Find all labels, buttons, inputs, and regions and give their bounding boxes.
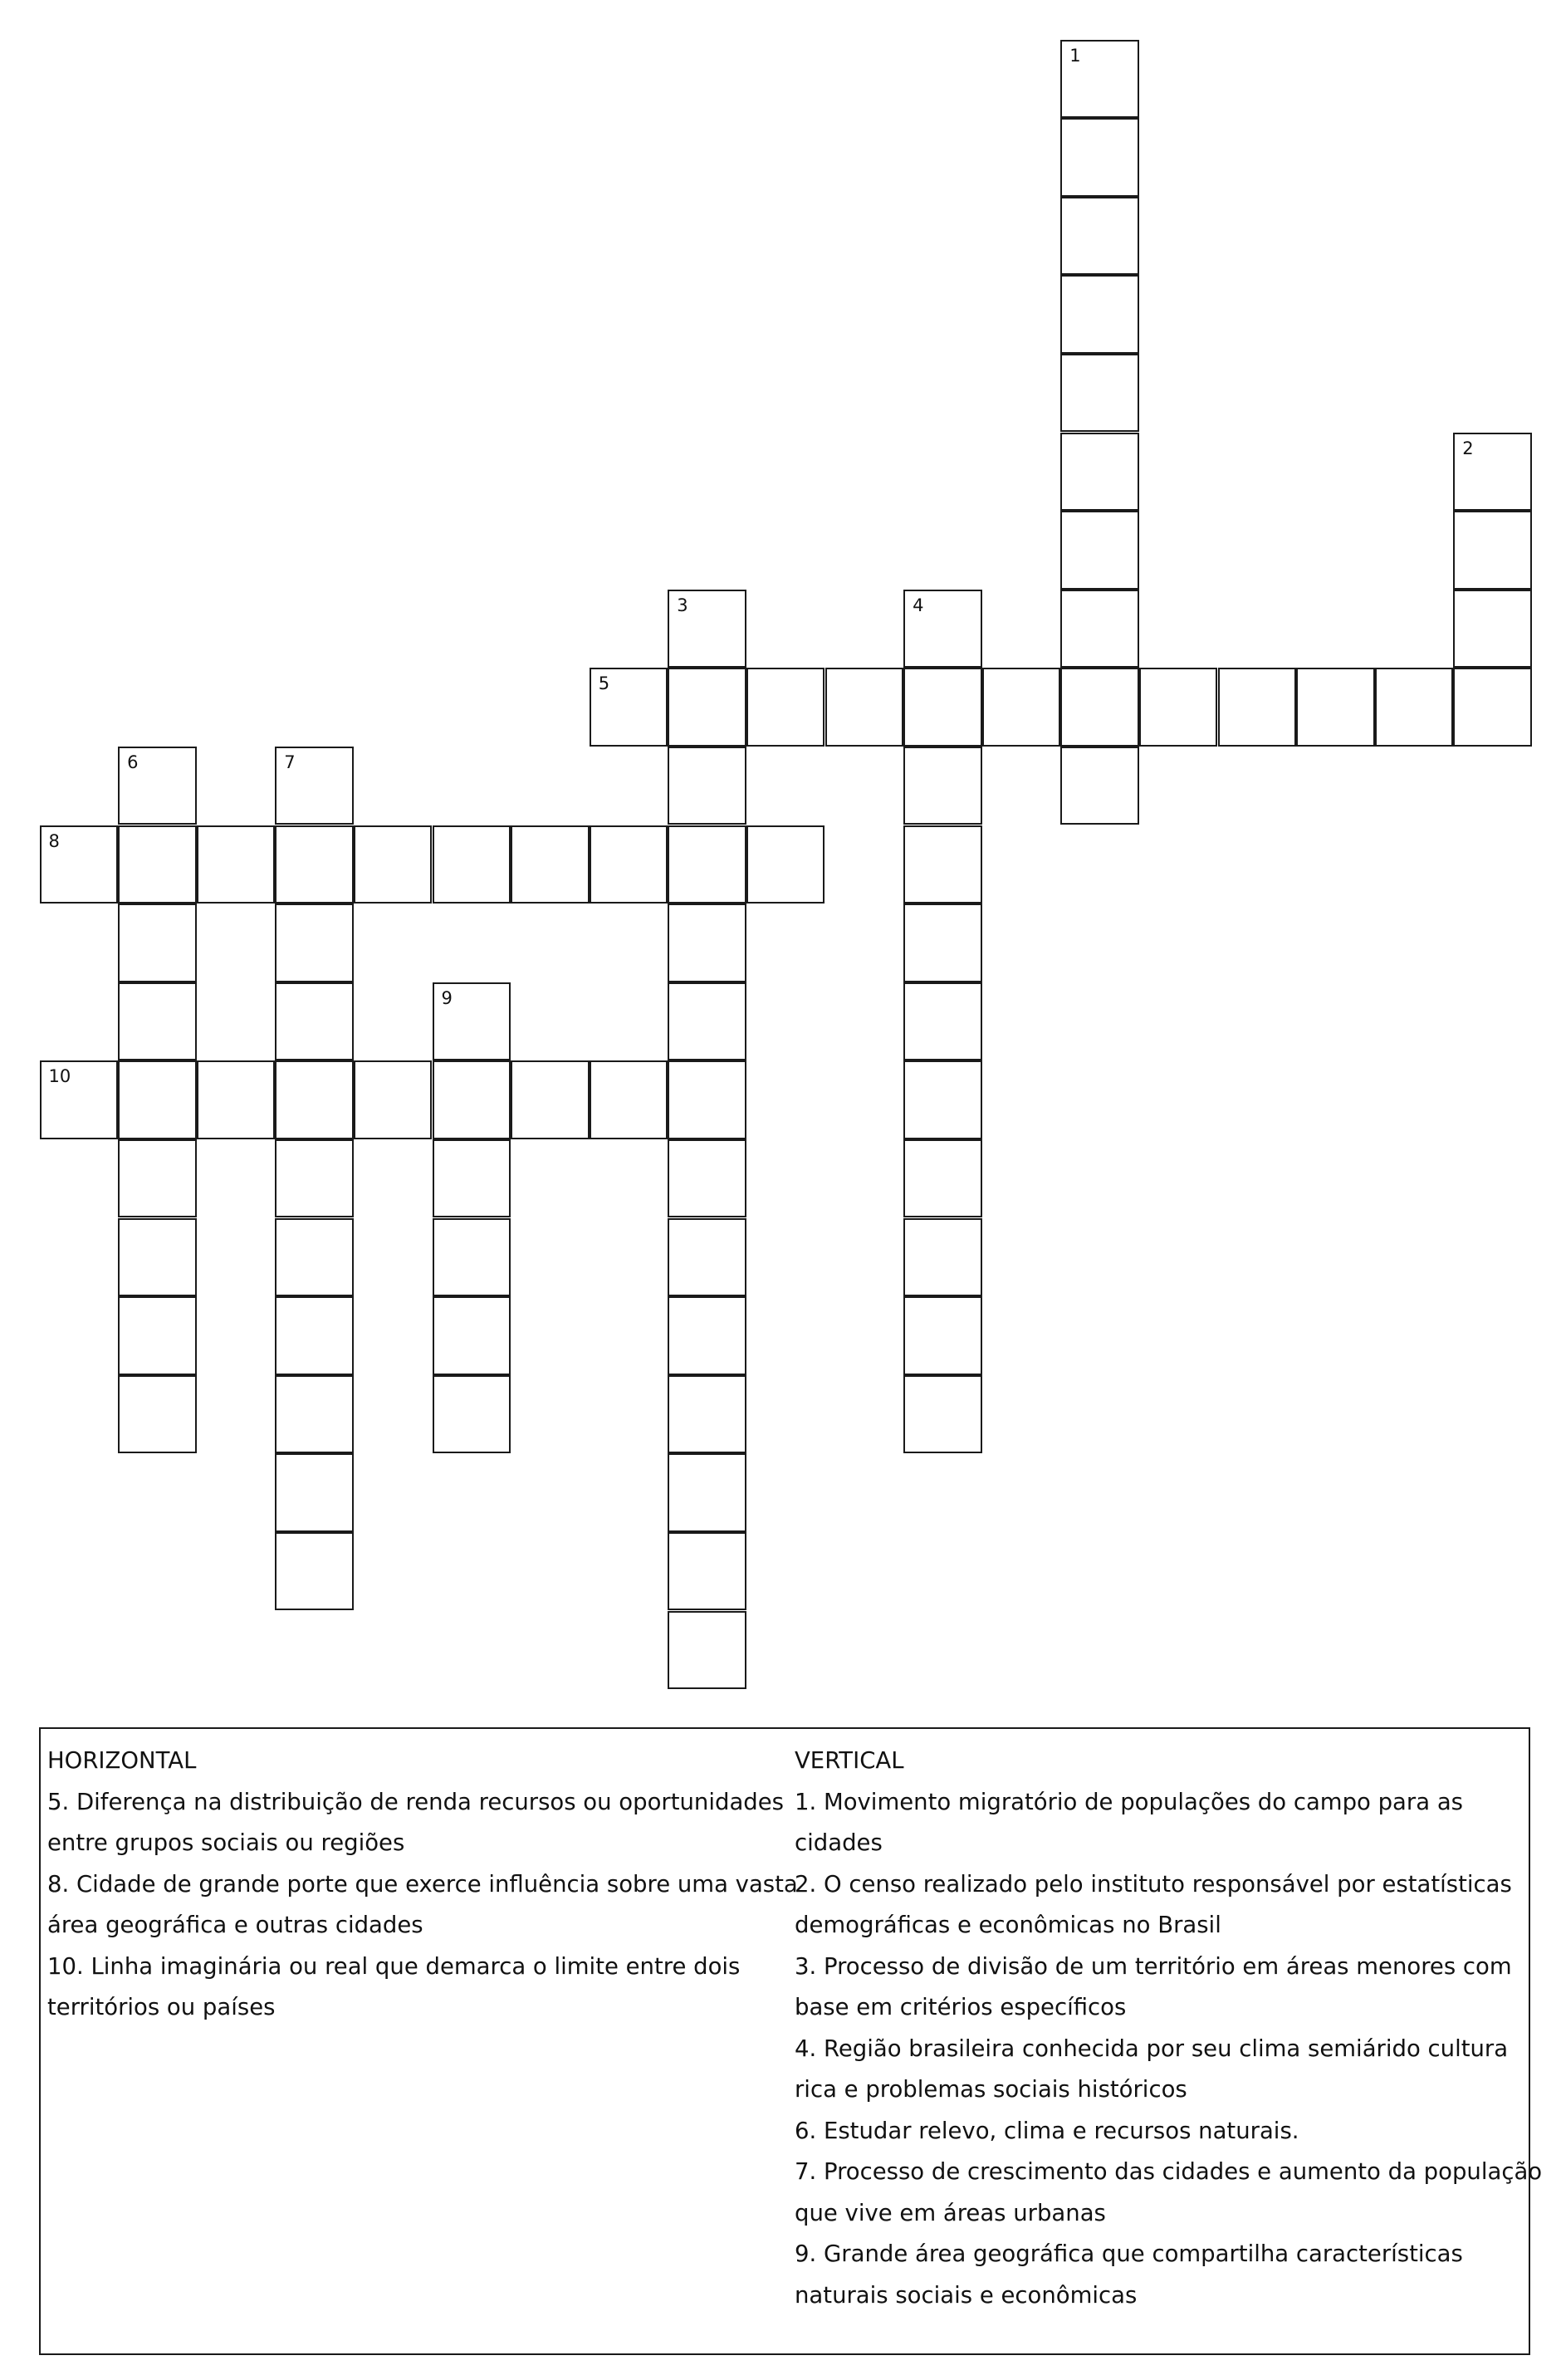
crossword-cell[interactable] bbox=[590, 825, 668, 904]
vertical-clue-line: 7. Processo de crescimento das cidades e aumento da população bbox=[795, 2158, 1543, 2185]
crossword-cell[interactable] bbox=[433, 1139, 511, 1218]
vertical-clue-line: rica e problemas sociais históricos bbox=[795, 2076, 1187, 2103]
crossword-cell[interactable] bbox=[1060, 511, 1139, 590]
crossword-cell[interactable] bbox=[668, 1296, 746, 1375]
crossword-cell[interactable] bbox=[903, 1060, 982, 1139]
crossword-cell[interactable] bbox=[668, 982, 746, 1061]
clue-number: 7 bbox=[284, 752, 296, 772]
crossword-cell[interactable] bbox=[1060, 590, 1139, 668]
crossword-cell[interactable] bbox=[903, 747, 982, 825]
crossword-cell[interactable] bbox=[1453, 511, 1532, 590]
vertical-heading: VERTICAL bbox=[795, 1747, 904, 1774]
crossword-cell[interactable] bbox=[433, 1218, 511, 1297]
horizontal-clue-line: territórios ou países bbox=[47, 1994, 276, 2020]
crossword-cell[interactable] bbox=[746, 825, 825, 904]
vertical-clue-line: 9. Grande área geográfica que compartilha características bbox=[795, 2240, 1463, 2267]
crossword-cell[interactable] bbox=[903, 1218, 982, 1297]
horizontal-clue-line: 10. Linha imaginária ou real que demarca o limite entre dois bbox=[47, 1952, 741, 1980]
crossword-cell[interactable] bbox=[275, 1375, 354, 1454]
crossword-cell[interactable] bbox=[1453, 668, 1532, 747]
crossword-cell[interactable] bbox=[668, 590, 746, 668]
crossword-cell[interactable] bbox=[1060, 747, 1139, 825]
horizontal-clue-line: 8. Cidade de grande porte que exerce influência sobre uma vasta bbox=[47, 1870, 798, 1898]
crossword-cell[interactable] bbox=[1060, 275, 1139, 354]
crossword-cell[interactable] bbox=[118, 747, 197, 825]
crossword-cell[interactable] bbox=[903, 1296, 982, 1375]
crossword-cell[interactable] bbox=[433, 1375, 511, 1454]
crossword-cell[interactable] bbox=[590, 668, 668, 747]
crossword-cell[interactable] bbox=[275, 1218, 354, 1297]
crossword-cell[interactable] bbox=[118, 982, 197, 1061]
crossword-cell[interactable] bbox=[118, 1139, 197, 1218]
crossword-cell[interactable] bbox=[1453, 433, 1532, 512]
clue-number: 6 bbox=[127, 752, 139, 772]
crossword-cell[interactable] bbox=[511, 825, 590, 904]
crossword-cell[interactable] bbox=[275, 982, 354, 1061]
crossword-cell[interactable] bbox=[903, 1139, 982, 1218]
crossword-cell[interactable] bbox=[668, 1453, 746, 1532]
horizontal-heading: HORIZONTAL bbox=[47, 1747, 197, 1774]
crossword-cell[interactable] bbox=[118, 1296, 197, 1375]
vertical-clue-line: 2. O censo realizado pelo instituto responsável por estatísticas bbox=[795, 1870, 1512, 1898]
crossword-cell[interactable] bbox=[275, 1453, 354, 1532]
crossword-cell[interactable] bbox=[668, 1611, 746, 1690]
clue-number: 10 bbox=[48, 1066, 71, 1087]
crossword-cell[interactable] bbox=[1060, 40, 1139, 119]
clue-number: 9 bbox=[441, 987, 453, 1008]
clue-number: 5 bbox=[598, 673, 610, 694]
crossword-cell[interactable] bbox=[903, 668, 982, 747]
crossword-cell[interactable] bbox=[1296, 668, 1375, 747]
crossword-cell[interactable] bbox=[118, 1375, 197, 1454]
crossword-cell[interactable] bbox=[903, 982, 982, 1061]
crossword-cell[interactable] bbox=[275, 1296, 354, 1375]
crossword-cell[interactable] bbox=[668, 904, 746, 982]
crossword-cell[interactable] bbox=[275, 904, 354, 982]
vertical-clue-line: base em critérios específicos bbox=[795, 1994, 1127, 2020]
clue-number: 2 bbox=[1462, 438, 1474, 458]
clue-number: 1 bbox=[1069, 45, 1081, 66]
crossword-cell[interactable] bbox=[668, 1532, 746, 1611]
crossword-cell[interactable] bbox=[511, 1060, 590, 1139]
crossword-cell[interactable] bbox=[590, 1060, 668, 1139]
crossword-cell[interactable] bbox=[903, 1375, 982, 1454]
clues-box bbox=[39, 1727, 1543, 2355]
vertical-clue-line: 6. Estudar relevo, clima e recursos naturais. bbox=[795, 2117, 1299, 2144]
crossword-cell[interactable] bbox=[433, 982, 511, 1061]
crossword-cell[interactable] bbox=[197, 1060, 276, 1139]
crossword-cell[interactable] bbox=[433, 825, 511, 904]
crossword-cell[interactable] bbox=[668, 1218, 746, 1297]
crossword-cell[interactable] bbox=[668, 825, 746, 904]
crossword-cell[interactable] bbox=[668, 1060, 746, 1139]
crossword-cell[interactable] bbox=[433, 1296, 511, 1375]
crossword-cell[interactable] bbox=[1060, 197, 1139, 276]
vertical-clue-line: 3. Processo de divisão de um território em áreas menores com bbox=[795, 1952, 1512, 1980]
crossword-cell[interactable] bbox=[197, 825, 276, 904]
crossword-cell[interactable] bbox=[982, 668, 1061, 747]
horizontal-clue-line: área geográfica e outras cidades bbox=[47, 1912, 423, 1938]
crossword-cell[interactable] bbox=[1060, 354, 1139, 433]
crossword-cell[interactable] bbox=[118, 904, 197, 982]
crossword-cell[interactable] bbox=[668, 668, 746, 747]
crossword-cell[interactable] bbox=[903, 825, 982, 904]
vertical-clue-line: demográficas e econômicas no Brasil bbox=[795, 1912, 1221, 1938]
crossword-cell[interactable] bbox=[1453, 590, 1532, 668]
crossword-cell[interactable] bbox=[668, 1375, 746, 1454]
vertical-clue-line: cidades bbox=[795, 1829, 883, 1856]
vertical-clue-line: que vive em áreas urbanas bbox=[795, 2199, 1106, 2226]
vertical-clue-line: naturais sociais e econômicas bbox=[795, 2281, 1138, 2309]
crossword-cell[interactable] bbox=[118, 1060, 197, 1139]
crossword-cell[interactable] bbox=[1218, 668, 1297, 747]
crossword-cell[interactable] bbox=[825, 668, 904, 747]
crossword-cell[interactable] bbox=[275, 1139, 354, 1218]
crossword-cell[interactable] bbox=[1060, 118, 1139, 197]
crossword-cell[interactable] bbox=[354, 825, 433, 904]
crossword-cell[interactable] bbox=[903, 590, 982, 668]
crossword-cell[interactable] bbox=[40, 825, 119, 904]
crossword-cell[interactable] bbox=[903, 904, 982, 982]
crossword-cell[interactable] bbox=[1139, 668, 1218, 747]
crossword-cell[interactable] bbox=[275, 825, 354, 904]
clue-number: 3 bbox=[677, 595, 688, 615]
crossword-cell[interactable] bbox=[354, 1060, 433, 1139]
crossword-cell[interactable] bbox=[1060, 668, 1139, 747]
crossword-cell[interactable] bbox=[118, 825, 197, 904]
crossword-cell[interactable] bbox=[275, 1060, 354, 1139]
clue-number: 8 bbox=[48, 830, 60, 851]
horizontal-clue-line: 5. Diferença na distribuição de renda recursos ou oportunidades bbox=[47, 1788, 785, 1815]
crossword-cell[interactable] bbox=[40, 1060, 119, 1139]
crossword-cell[interactable] bbox=[668, 1139, 746, 1218]
vertical-clues bbox=[795, 1741, 1543, 2316]
horizontal-clues bbox=[47, 1741, 798, 2029]
clue-number: 4 bbox=[913, 595, 924, 615]
horizontal-clue-line: entre grupos sociais ou regiões bbox=[47, 1829, 405, 1856]
crossword-cell[interactable] bbox=[275, 1532, 354, 1611]
crossword-cell[interactable] bbox=[275, 747, 354, 825]
crossword-cell[interactable] bbox=[1375, 668, 1454, 747]
crossword-cell[interactable] bbox=[668, 747, 746, 825]
vertical-clue-line: 4. Região brasileira conhecida por seu clima semiárido cultura bbox=[795, 2035, 1509, 2062]
vertical-clue-line: 1. Movimento migratório de populações do campo para as bbox=[795, 1788, 1463, 1815]
crossword-cell[interactable] bbox=[746, 668, 825, 747]
crossword-cell[interactable] bbox=[1060, 433, 1139, 512]
crossword-cell[interactable] bbox=[118, 1218, 197, 1297]
crossword-cell[interactable] bbox=[433, 1060, 511, 1139]
